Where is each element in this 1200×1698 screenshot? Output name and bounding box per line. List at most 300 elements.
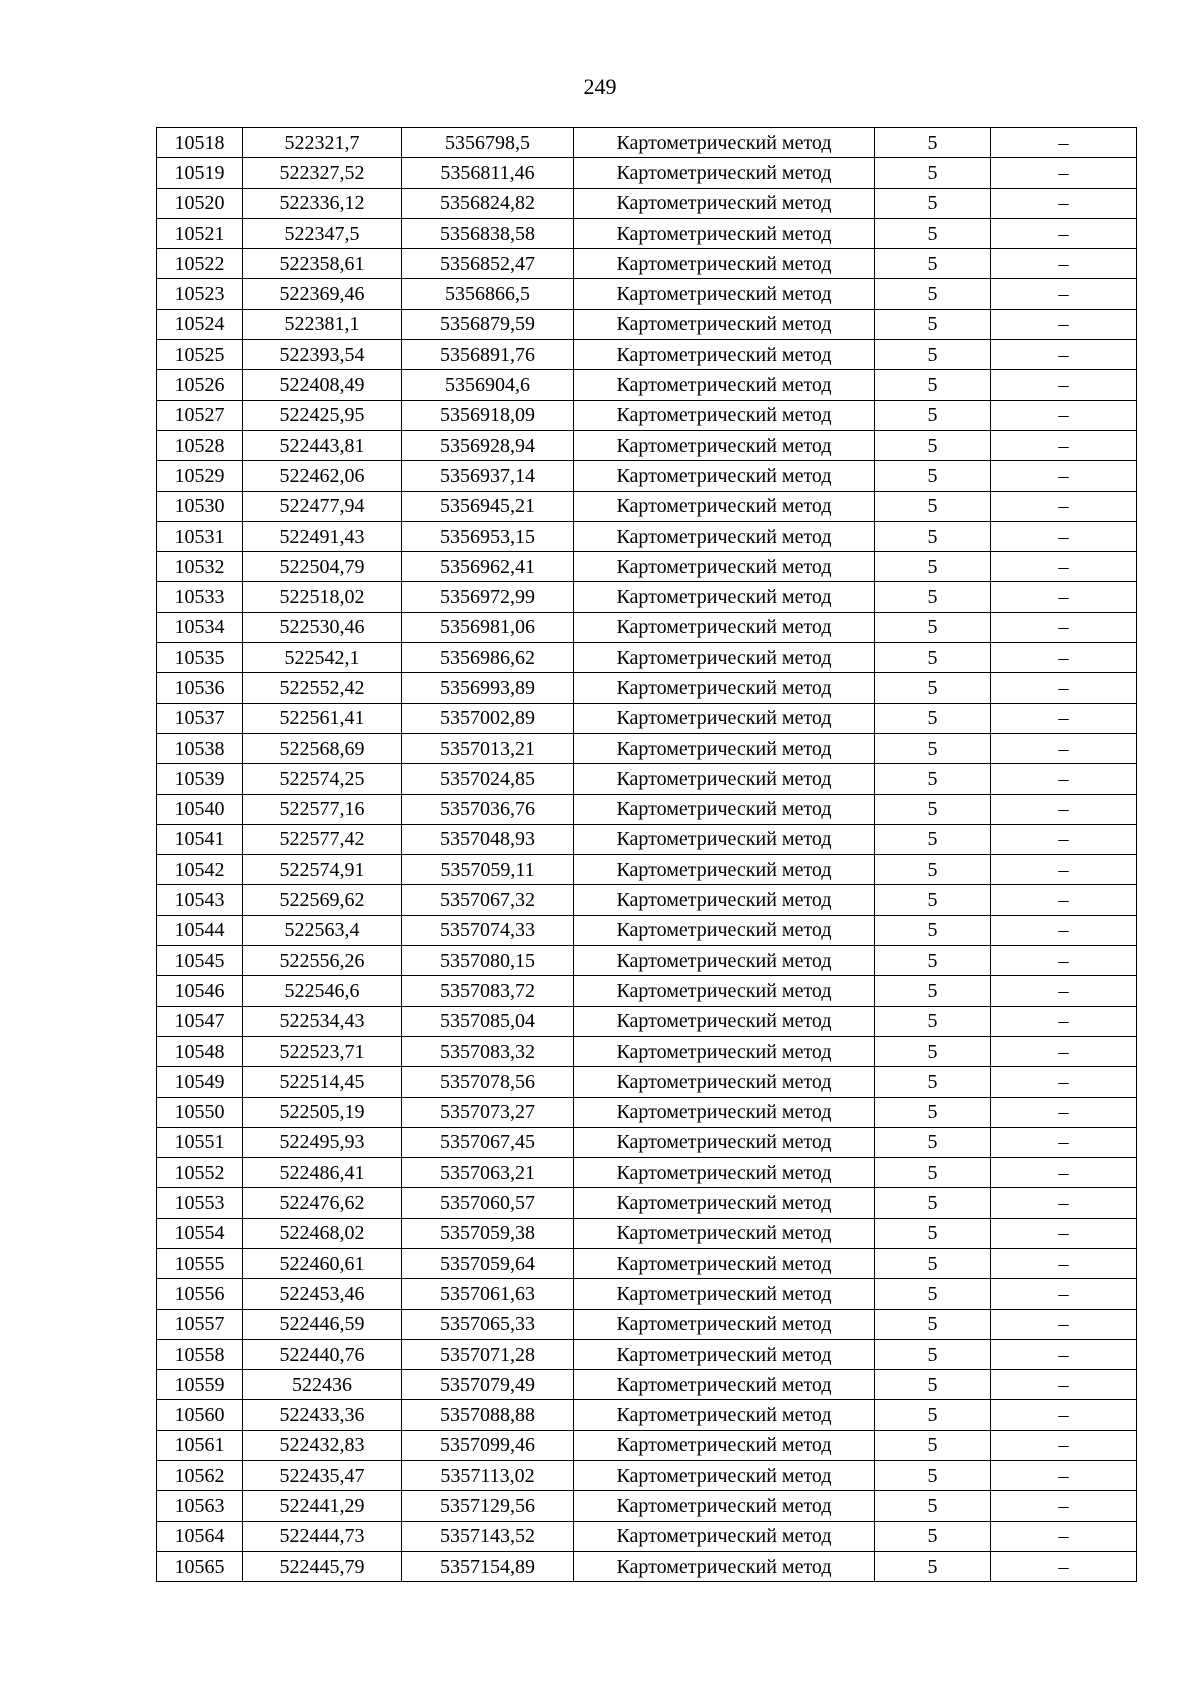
point-number-cell: 10542 bbox=[157, 855, 243, 885]
accuracy-cell: 5 bbox=[875, 1279, 991, 1309]
y-coordinate-cell: 5356962,41 bbox=[402, 552, 574, 582]
y-coordinate-cell: 5357079,49 bbox=[402, 1370, 574, 1400]
point-number-cell: 10530 bbox=[157, 491, 243, 521]
x-coordinate-cell: 522444,73 bbox=[243, 1521, 402, 1551]
point-number-cell: 10518 bbox=[157, 128, 243, 158]
accuracy-cell: 5 bbox=[875, 1309, 991, 1339]
x-coordinate-cell: 522441,29 bbox=[243, 1491, 402, 1521]
x-coordinate-cell: 522460,61 bbox=[243, 1248, 402, 1278]
note-cell: – bbox=[991, 855, 1137, 885]
method-cell: Картометрический метод bbox=[574, 188, 875, 218]
method-cell: Картометрический метод bbox=[574, 824, 875, 854]
x-coordinate-cell: 522486,41 bbox=[243, 1158, 402, 1188]
method-cell: Картометрический метод bbox=[574, 1551, 875, 1581]
x-coordinate-cell: 522577,16 bbox=[243, 794, 402, 824]
x-coordinate-cell: 522336,12 bbox=[243, 188, 402, 218]
x-coordinate-cell: 522433,36 bbox=[243, 1400, 402, 1430]
table-row bbox=[157, 249, 1137, 279]
method-cell: Картометрический метод bbox=[574, 1248, 875, 1278]
point-number-cell: 10551 bbox=[157, 1127, 243, 1157]
x-coordinate-cell: 522530,46 bbox=[243, 612, 402, 642]
y-coordinate-cell: 5357060,57 bbox=[402, 1188, 574, 1218]
table-row bbox=[157, 1279, 1137, 1309]
point-number-cell: 10536 bbox=[157, 673, 243, 703]
note-cell: – bbox=[991, 1036, 1137, 1066]
note-cell: – bbox=[991, 1400, 1137, 1430]
point-number-cell: 10519 bbox=[157, 158, 243, 188]
accuracy-cell: 5 bbox=[875, 703, 991, 733]
y-coordinate-cell: 5357088,88 bbox=[402, 1400, 574, 1430]
note-cell: – bbox=[991, 824, 1137, 854]
note-cell: – bbox=[991, 128, 1137, 158]
y-coordinate-cell: 5357013,21 bbox=[402, 733, 574, 763]
x-coordinate-cell: 522462,06 bbox=[243, 461, 402, 491]
accuracy-cell: 5 bbox=[875, 461, 991, 491]
note-cell: – bbox=[991, 400, 1137, 430]
accuracy-cell: 5 bbox=[875, 1127, 991, 1157]
x-coordinate-cell: 522435,47 bbox=[243, 1461, 402, 1491]
accuracy-cell: 5 bbox=[875, 1218, 991, 1248]
point-number-cell: 10564 bbox=[157, 1521, 243, 1551]
table-row bbox=[157, 643, 1137, 673]
note-cell: – bbox=[991, 1097, 1137, 1127]
accuracy-cell: 5 bbox=[875, 1551, 991, 1581]
note-cell: – bbox=[991, 794, 1137, 824]
table-row bbox=[157, 885, 1137, 915]
accuracy-cell: 5 bbox=[875, 673, 991, 703]
method-cell: Картометрический метод bbox=[574, 1097, 875, 1127]
point-number-cell: 10548 bbox=[157, 1036, 243, 1066]
accuracy-cell: 5 bbox=[875, 128, 991, 158]
note-cell: – bbox=[991, 1309, 1137, 1339]
note-cell: – bbox=[991, 158, 1137, 188]
x-coordinate-cell: 522505,19 bbox=[243, 1097, 402, 1127]
note-cell: – bbox=[991, 733, 1137, 763]
page-number: 249 bbox=[583, 74, 617, 99]
accuracy-cell: 5 bbox=[875, 794, 991, 824]
note-cell: – bbox=[991, 1370, 1137, 1400]
accuracy-cell: 5 bbox=[875, 1521, 991, 1551]
point-number-cell: 10533 bbox=[157, 582, 243, 612]
y-coordinate-cell: 5356993,89 bbox=[402, 673, 574, 703]
note-cell: – bbox=[991, 370, 1137, 400]
point-number-cell: 10562 bbox=[157, 1461, 243, 1491]
table-row bbox=[157, 733, 1137, 763]
y-coordinate-cell: 5357002,89 bbox=[402, 703, 574, 733]
note-cell: – bbox=[991, 1551, 1137, 1581]
table-row bbox=[157, 1067, 1137, 1097]
method-cell: Картометрический метод bbox=[574, 430, 875, 460]
x-coordinate-cell: 522552,42 bbox=[243, 673, 402, 703]
note-cell: – bbox=[991, 1521, 1137, 1551]
method-cell: Картометрический метод bbox=[574, 1491, 875, 1521]
point-number-cell: 10552 bbox=[157, 1158, 243, 1188]
method-cell: Картометрический метод bbox=[574, 703, 875, 733]
accuracy-cell: 5 bbox=[875, 1370, 991, 1400]
coordinates-table bbox=[156, 127, 1137, 1582]
y-coordinate-cell: 5356824,82 bbox=[402, 188, 574, 218]
method-cell: Картометрический метод bbox=[574, 643, 875, 673]
accuracy-cell: 5 bbox=[875, 552, 991, 582]
y-coordinate-cell: 5357036,76 bbox=[402, 794, 574, 824]
y-coordinate-cell: 5356879,59 bbox=[402, 309, 574, 339]
y-coordinate-cell: 5357059,64 bbox=[402, 1248, 574, 1278]
point-number-cell: 10550 bbox=[157, 1097, 243, 1127]
accuracy-cell: 5 bbox=[875, 491, 991, 521]
table-row bbox=[157, 1461, 1137, 1491]
table-row bbox=[157, 1158, 1137, 1188]
coordinates-table-body bbox=[157, 128, 1137, 1582]
accuracy-cell: 5 bbox=[875, 521, 991, 551]
point-number-cell: 10557 bbox=[157, 1309, 243, 1339]
y-coordinate-cell: 5357061,63 bbox=[402, 1279, 574, 1309]
x-coordinate-cell: 522477,94 bbox=[243, 491, 402, 521]
accuracy-cell: 5 bbox=[875, 1097, 991, 1127]
table-row bbox=[157, 1370, 1137, 1400]
method-cell: Картометрический метод bbox=[574, 976, 875, 1006]
accuracy-cell: 5 bbox=[875, 582, 991, 612]
y-coordinate-cell: 5356953,15 bbox=[402, 521, 574, 551]
method-cell: Картометрический метод bbox=[574, 1188, 875, 1218]
accuracy-cell: 5 bbox=[875, 1036, 991, 1066]
table-row bbox=[157, 1551, 1137, 1581]
accuracy-cell: 5 bbox=[875, 733, 991, 763]
point-number-cell: 10546 bbox=[157, 976, 243, 1006]
x-coordinate-cell: 522440,76 bbox=[243, 1339, 402, 1369]
accuracy-cell: 5 bbox=[875, 158, 991, 188]
point-number-cell: 10544 bbox=[157, 915, 243, 945]
note-cell: – bbox=[991, 1430, 1137, 1460]
method-cell: Картометрический метод bbox=[574, 855, 875, 885]
method-cell: Картометрический метод bbox=[574, 1461, 875, 1491]
table-row bbox=[157, 128, 1137, 158]
y-coordinate-cell: 5356904,6 bbox=[402, 370, 574, 400]
table-row bbox=[157, 1097, 1137, 1127]
table-row bbox=[157, 370, 1137, 400]
x-coordinate-cell: 522569,62 bbox=[243, 885, 402, 915]
note-cell: – bbox=[991, 279, 1137, 309]
method-cell: Картометрический метод bbox=[574, 1309, 875, 1339]
method-cell: Картометрический метод bbox=[574, 612, 875, 642]
method-cell: Картометрический метод bbox=[574, 1279, 875, 1309]
x-coordinate-cell: 522446,59 bbox=[243, 1309, 402, 1339]
accuracy-cell: 5 bbox=[875, 279, 991, 309]
y-coordinate-cell: 5357078,56 bbox=[402, 1067, 574, 1097]
note-cell: – bbox=[991, 1127, 1137, 1157]
x-coordinate-cell: 522495,93 bbox=[243, 1127, 402, 1157]
y-coordinate-cell: 5357154,89 bbox=[402, 1551, 574, 1581]
y-coordinate-cell: 5357113,02 bbox=[402, 1461, 574, 1491]
table-row bbox=[157, 794, 1137, 824]
x-coordinate-cell: 522432,83 bbox=[243, 1430, 402, 1460]
table-row bbox=[157, 1188, 1137, 1218]
x-coordinate-cell: 522518,02 bbox=[243, 582, 402, 612]
point-number-cell: 10522 bbox=[157, 249, 243, 279]
point-number-cell: 10543 bbox=[157, 885, 243, 915]
table-row bbox=[157, 1006, 1137, 1036]
method-cell: Картометрический метод bbox=[574, 1430, 875, 1460]
note-cell: – bbox=[991, 309, 1137, 339]
table-row bbox=[157, 430, 1137, 460]
x-coordinate-cell: 522491,43 bbox=[243, 521, 402, 551]
y-coordinate-cell: 5357129,56 bbox=[402, 1491, 574, 1521]
table-row bbox=[157, 1430, 1137, 1460]
method-cell: Картометрический метод bbox=[574, 946, 875, 976]
table-row bbox=[157, 491, 1137, 521]
y-coordinate-cell: 5357048,93 bbox=[402, 824, 574, 854]
accuracy-cell: 5 bbox=[875, 1430, 991, 1460]
table-row bbox=[157, 1218, 1137, 1248]
x-coordinate-cell: 522504,79 bbox=[243, 552, 402, 582]
y-coordinate-cell: 5357024,85 bbox=[402, 764, 574, 794]
method-cell: Картометрический метод bbox=[574, 552, 875, 582]
table-row bbox=[157, 552, 1137, 582]
accuracy-cell: 5 bbox=[875, 1491, 991, 1521]
point-number-cell: 10554 bbox=[157, 1218, 243, 1248]
point-number-cell: 10538 bbox=[157, 733, 243, 763]
table-row bbox=[157, 915, 1137, 945]
note-cell: – bbox=[991, 885, 1137, 915]
accuracy-cell: 5 bbox=[875, 370, 991, 400]
method-cell: Картометрический метод bbox=[574, 885, 875, 915]
point-number-cell: 10549 bbox=[157, 1067, 243, 1097]
accuracy-cell: 5 bbox=[875, 1006, 991, 1036]
x-coordinate-cell: 522561,41 bbox=[243, 703, 402, 733]
point-number-cell: 10534 bbox=[157, 612, 243, 642]
table-row bbox=[157, 855, 1137, 885]
point-number-cell: 10559 bbox=[157, 1370, 243, 1400]
y-coordinate-cell: 5356928,94 bbox=[402, 430, 574, 460]
note-cell: – bbox=[991, 1218, 1137, 1248]
x-coordinate-cell: 522523,71 bbox=[243, 1036, 402, 1066]
x-coordinate-cell: 522556,26 bbox=[243, 946, 402, 976]
method-cell: Картометрический метод bbox=[574, 733, 875, 763]
point-number-cell: 10531 bbox=[157, 521, 243, 551]
point-number-cell: 10523 bbox=[157, 279, 243, 309]
method-cell: Картометрический метод bbox=[574, 1339, 875, 1369]
point-number-cell: 10547 bbox=[157, 1006, 243, 1036]
method-cell: Картометрический метод bbox=[574, 1036, 875, 1066]
note-cell: – bbox=[991, 461, 1137, 491]
note-cell: – bbox=[991, 1491, 1137, 1521]
accuracy-cell: 5 bbox=[875, 340, 991, 370]
x-coordinate-cell: 522453,46 bbox=[243, 1279, 402, 1309]
point-number-cell: 10558 bbox=[157, 1339, 243, 1369]
y-coordinate-cell: 5357059,38 bbox=[402, 1218, 574, 1248]
x-coordinate-cell: 522321,7 bbox=[243, 128, 402, 158]
note-cell: – bbox=[991, 582, 1137, 612]
y-coordinate-cell: 5357067,32 bbox=[402, 885, 574, 915]
accuracy-cell: 5 bbox=[875, 1188, 991, 1218]
note-cell: – bbox=[991, 643, 1137, 673]
table-row bbox=[157, 582, 1137, 612]
accuracy-cell: 5 bbox=[875, 1158, 991, 1188]
note-cell: – bbox=[991, 188, 1137, 218]
point-number-cell: 10556 bbox=[157, 1279, 243, 1309]
method-cell: Картометрический метод bbox=[574, 673, 875, 703]
method-cell: Картометрический метод bbox=[574, 128, 875, 158]
y-coordinate-cell: 5356811,46 bbox=[402, 158, 574, 188]
y-coordinate-cell: 5357059,11 bbox=[402, 855, 574, 885]
note-cell: – bbox=[991, 218, 1137, 248]
x-coordinate-cell: 522574,91 bbox=[243, 855, 402, 885]
x-coordinate-cell: 522327,52 bbox=[243, 158, 402, 188]
accuracy-cell: 5 bbox=[875, 1067, 991, 1097]
accuracy-cell: 5 bbox=[875, 612, 991, 642]
note-cell: – bbox=[991, 1279, 1137, 1309]
point-number-cell: 10565 bbox=[157, 1551, 243, 1581]
table-row bbox=[157, 1248, 1137, 1278]
table-row bbox=[157, 1036, 1137, 1066]
point-number-cell: 10526 bbox=[157, 370, 243, 400]
x-coordinate-cell: 522476,62 bbox=[243, 1188, 402, 1218]
method-cell: Картометрический метод bbox=[574, 461, 875, 491]
table-row bbox=[157, 824, 1137, 854]
y-coordinate-cell: 5356937,14 bbox=[402, 461, 574, 491]
method-cell: Картометрический метод bbox=[574, 491, 875, 521]
x-coordinate-cell: 522468,02 bbox=[243, 1218, 402, 1248]
x-coordinate-cell: 522514,45 bbox=[243, 1067, 402, 1097]
note-cell: – bbox=[991, 1158, 1137, 1188]
y-coordinate-cell: 5357063,21 bbox=[402, 1158, 574, 1188]
note-cell: – bbox=[991, 612, 1137, 642]
x-coordinate-cell: 522534,43 bbox=[243, 1006, 402, 1036]
y-coordinate-cell: 5357083,32 bbox=[402, 1036, 574, 1066]
y-coordinate-cell: 5356918,09 bbox=[402, 400, 574, 430]
y-coordinate-cell: 5356798,5 bbox=[402, 128, 574, 158]
table-row bbox=[157, 188, 1137, 218]
point-number-cell: 10532 bbox=[157, 552, 243, 582]
table-row bbox=[157, 946, 1137, 976]
x-coordinate-cell: 522358,61 bbox=[243, 249, 402, 279]
y-coordinate-cell: 5357085,04 bbox=[402, 1006, 574, 1036]
point-number-cell: 10540 bbox=[157, 794, 243, 824]
note-cell: – bbox=[991, 673, 1137, 703]
y-coordinate-cell: 5356972,99 bbox=[402, 582, 574, 612]
y-coordinate-cell: 5356838,58 bbox=[402, 218, 574, 248]
table-row bbox=[157, 340, 1137, 370]
table-row bbox=[157, 976, 1137, 1006]
x-coordinate-cell: 522568,69 bbox=[243, 733, 402, 763]
point-number-cell: 10524 bbox=[157, 309, 243, 339]
x-coordinate-cell: 522408,49 bbox=[243, 370, 402, 400]
y-coordinate-cell: 5357143,52 bbox=[402, 1521, 574, 1551]
table-row bbox=[157, 218, 1137, 248]
note-cell: – bbox=[991, 703, 1137, 733]
y-coordinate-cell: 5356891,76 bbox=[402, 340, 574, 370]
x-coordinate-cell: 522577,42 bbox=[243, 824, 402, 854]
note-cell: – bbox=[991, 521, 1137, 551]
point-number-cell: 10527 bbox=[157, 400, 243, 430]
table-row bbox=[157, 1400, 1137, 1430]
accuracy-cell: 5 bbox=[875, 915, 991, 945]
method-cell: Картометрический метод bbox=[574, 1400, 875, 1430]
note-cell: – bbox=[991, 249, 1137, 279]
y-coordinate-cell: 5357099,46 bbox=[402, 1430, 574, 1460]
accuracy-cell: 5 bbox=[875, 249, 991, 279]
point-number-cell: 10541 bbox=[157, 824, 243, 854]
method-cell: Картометрический метод bbox=[574, 249, 875, 279]
method-cell: Картометрический метод bbox=[574, 279, 875, 309]
table-row bbox=[157, 612, 1137, 642]
method-cell: Картометрический метод bbox=[574, 1006, 875, 1036]
note-cell: – bbox=[991, 491, 1137, 521]
table-row bbox=[157, 703, 1137, 733]
accuracy-cell: 5 bbox=[875, 1400, 991, 1430]
accuracy-cell: 5 bbox=[875, 946, 991, 976]
method-cell: Картометрический метод bbox=[574, 400, 875, 430]
method-cell: Картометрический метод bbox=[574, 1370, 875, 1400]
method-cell: Картометрический метод bbox=[574, 582, 875, 612]
x-coordinate-cell: 522563,4 bbox=[243, 915, 402, 945]
note-cell: – bbox=[991, 1006, 1137, 1036]
y-coordinate-cell: 5356981,06 bbox=[402, 612, 574, 642]
note-cell: – bbox=[991, 1339, 1137, 1369]
accuracy-cell: 5 bbox=[875, 764, 991, 794]
table-row bbox=[157, 764, 1137, 794]
note-cell: – bbox=[991, 915, 1137, 945]
method-cell: Картометрический метод bbox=[574, 764, 875, 794]
x-coordinate-cell: 522347,5 bbox=[243, 218, 402, 248]
table-row bbox=[157, 1521, 1137, 1551]
x-coordinate-cell: 522436 bbox=[243, 1370, 402, 1400]
x-coordinate-cell: 522574,25 bbox=[243, 764, 402, 794]
point-number-cell: 10545 bbox=[157, 946, 243, 976]
accuracy-cell: 5 bbox=[875, 824, 991, 854]
accuracy-cell: 5 bbox=[875, 1339, 991, 1369]
table-row bbox=[157, 521, 1137, 551]
note-cell: – bbox=[991, 946, 1137, 976]
table-row bbox=[157, 1491, 1137, 1521]
x-coordinate-cell: 522425,95 bbox=[243, 400, 402, 430]
y-coordinate-cell: 5357065,33 bbox=[402, 1309, 574, 1339]
table-row bbox=[157, 673, 1137, 703]
x-coordinate-cell: 522443,81 bbox=[243, 430, 402, 460]
method-cell: Картометрический метод bbox=[574, 1218, 875, 1248]
y-coordinate-cell: 5356945,21 bbox=[402, 491, 574, 521]
accuracy-cell: 5 bbox=[875, 400, 991, 430]
accuracy-cell: 5 bbox=[875, 218, 991, 248]
method-cell: Картометрический метод bbox=[574, 1067, 875, 1097]
y-coordinate-cell: 5356866,5 bbox=[402, 279, 574, 309]
table-row bbox=[157, 1309, 1137, 1339]
table-row bbox=[157, 461, 1137, 491]
method-cell: Картометрический метод bbox=[574, 370, 875, 400]
table-row bbox=[157, 400, 1137, 430]
x-coordinate-cell: 522445,79 bbox=[243, 1551, 402, 1581]
method-cell: Картометрический метод bbox=[574, 158, 875, 188]
method-cell: Картометрический метод bbox=[574, 915, 875, 945]
accuracy-cell: 5 bbox=[875, 430, 991, 460]
point-number-cell: 10521 bbox=[157, 218, 243, 248]
y-coordinate-cell: 5357083,72 bbox=[402, 976, 574, 1006]
point-number-cell: 10553 bbox=[157, 1188, 243, 1218]
accuracy-cell: 5 bbox=[875, 643, 991, 673]
y-coordinate-cell: 5357073,27 bbox=[402, 1097, 574, 1127]
note-cell: – bbox=[991, 1188, 1137, 1218]
point-number-cell: 10528 bbox=[157, 430, 243, 460]
method-cell: Картометрический метод bbox=[574, 1521, 875, 1551]
note-cell: – bbox=[991, 1461, 1137, 1491]
x-coordinate-cell: 522546,6 bbox=[243, 976, 402, 1006]
point-number-cell: 10535 bbox=[157, 643, 243, 673]
accuracy-cell: 5 bbox=[875, 855, 991, 885]
table-row bbox=[157, 1127, 1137, 1157]
method-cell: Картометрический метод bbox=[574, 1158, 875, 1188]
accuracy-cell: 5 bbox=[875, 188, 991, 218]
method-cell: Картометрический метод bbox=[574, 1127, 875, 1157]
method-cell: Картометрический метод bbox=[574, 340, 875, 370]
